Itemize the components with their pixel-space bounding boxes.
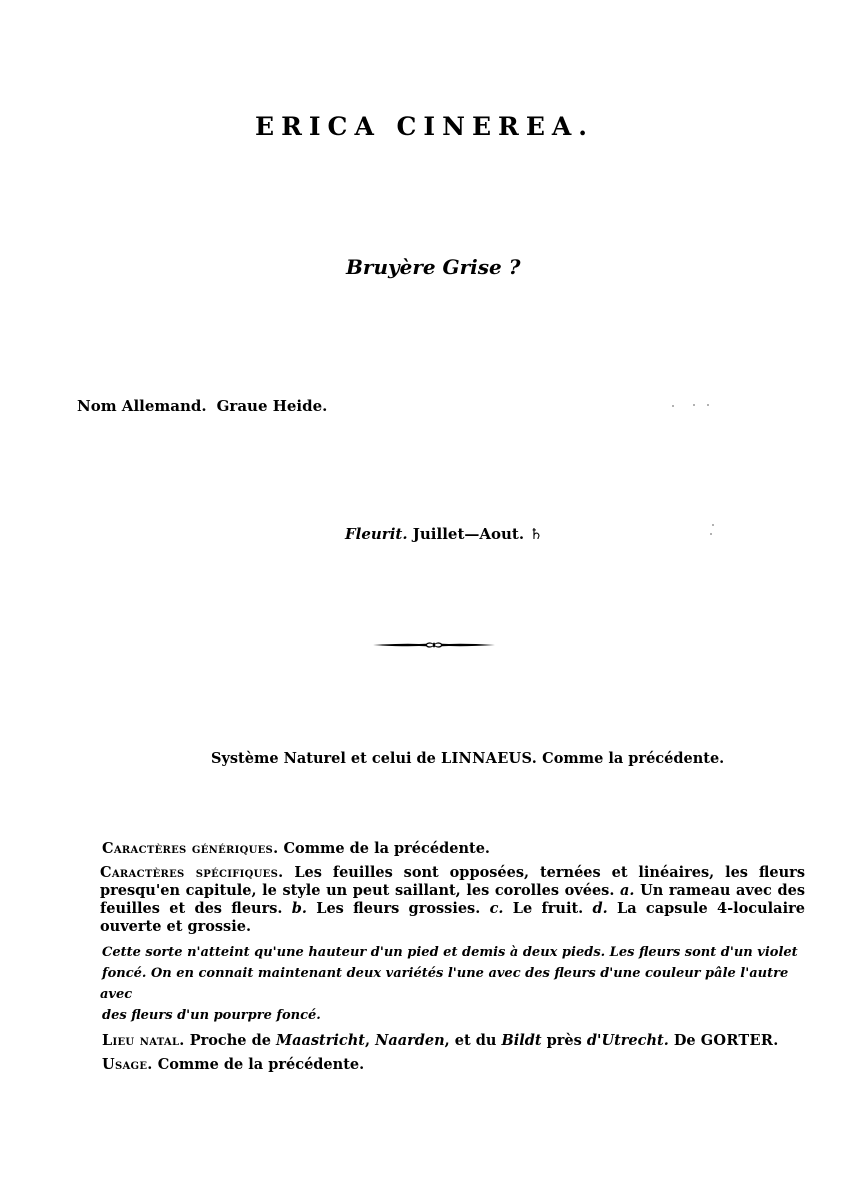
usage-text: Comme de la précédente. (157, 1056, 365, 1073)
place-separator: , (364, 1032, 370, 1049)
observation-paragraph (100, 942, 805, 1026)
systeme-text-after: Comme la précédente. (542, 750, 725, 767)
specific-characters-text: Les feuilles sont opposées, ternées et linéaires, les fleurs presqu'en capitule, le style un peut saillant, les corolles ovées. (100, 864, 805, 899)
generic-characters (100, 840, 805, 858)
german-name-value: Graue Heide. (216, 397, 328, 415)
native-place-text-3: près (546, 1032, 582, 1049)
german-name-line (77, 397, 327, 415)
german-name-label: Nom Allemand. (77, 397, 207, 415)
specific-characters-label: Caractères spécifiques. (100, 864, 284, 881)
paper-speck (672, 405, 674, 407)
figure-b-label: b. (291, 900, 307, 917)
systeme-text: Système Naturel et celui de (211, 750, 436, 767)
figure-c-label: c. (489, 900, 504, 917)
paper-speck (693, 404, 695, 406)
figure-d-text: La capsule 4-loculaire ouverte et grossie. (100, 900, 805, 935)
specific-characters (100, 864, 805, 936)
observation-line-1: Cette sorte n'atteint qu'une hauteur d'un pied et demis à deux pieds. Les fleurs sont d'un violet (102, 945, 798, 960)
place-bildt: Bildt (501, 1032, 542, 1049)
linnaeus-name: LINNAEUS. (440, 750, 538, 767)
native-place (100, 1032, 805, 1050)
generic-characters-text: Comme de la précédente. (283, 840, 490, 857)
native-place-text-4: De (673, 1032, 696, 1049)
paper-speck (710, 533, 712, 535)
paper-speck (712, 524, 714, 526)
place-naarden: Naarden (375, 1032, 445, 1049)
flowering-line (345, 525, 543, 543)
figure-a-label: a. (620, 882, 635, 899)
native-place-label: Lieu natal. (102, 1032, 185, 1049)
flowering-value: Juillet—Aout. (412, 525, 525, 543)
place-maastricht: Maastricht (276, 1032, 365, 1049)
flowering-label: Fleurit. (345, 525, 408, 543)
systeme-line (211, 750, 724, 767)
generic-characters-label: Caractères génériques. (102, 840, 279, 857)
native-place-text-2: , et du (444, 1032, 497, 1049)
gorter-name: GORTER. (700, 1032, 779, 1049)
ornament-divider-icon (373, 637, 495, 657)
figure-d-label: d. (592, 900, 608, 917)
description-block (100, 840, 805, 1080)
observation-line-3: des fleurs d'un pourpre foncé. (102, 1008, 321, 1023)
figure-c-text: Le fruit. (512, 900, 584, 917)
native-place-text: Proche de (189, 1032, 271, 1049)
place-utrecht: d'Utrecht. (586, 1032, 669, 1049)
common-name-subtitle: Bruyère Grise ? (346, 255, 521, 279)
figure-b-text: Les fleurs grossies. (316, 900, 481, 917)
usage-label: Usage. (102, 1056, 153, 1073)
observation-line-2: foncé. On en connait maintenant deux variétés l'une avec des fleurs d'une couleur pâle l'autre avec (100, 966, 789, 1002)
figure-a-text: Un rameau avec des feuilles et des fleurs. (100, 882, 805, 917)
usage-line (100, 1056, 805, 1074)
page-title: ERICA CINEREA. (255, 112, 594, 141)
shrub-symbol-icon: ♄ (529, 525, 543, 543)
paper-speck (707, 404, 709, 406)
